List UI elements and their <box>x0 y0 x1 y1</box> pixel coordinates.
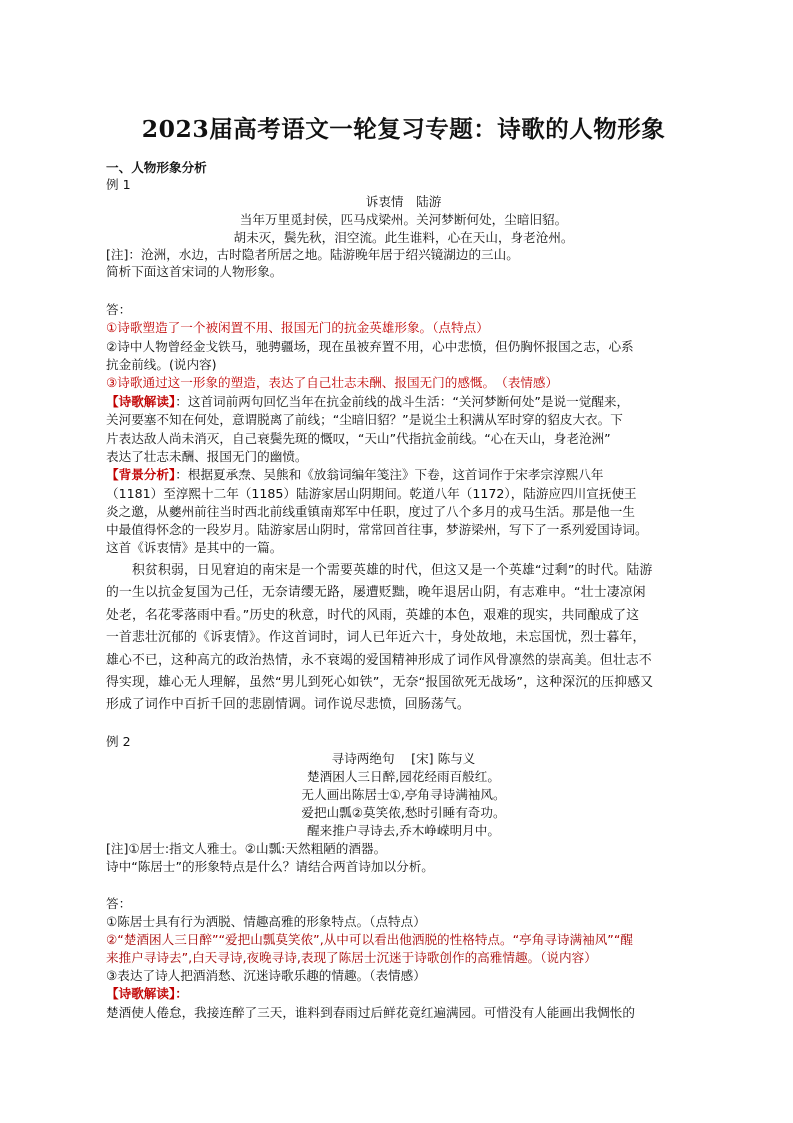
answer-1-line: 抗金前线。(说内容) <box>106 357 217 372</box>
background-1-label: 【背景分析】 <box>106 467 176 482</box>
poem-1-line: 当年万里觅封侯，匹马戍梁州。关河梦断何处，尘暗旧貂。 <box>239 212 568 227</box>
answer-2-line: ①陈居士具有行为洒脱、情趣高雅的形象特点。（点特点） <box>106 914 426 929</box>
question-1: 简析下面这首宋词的人物形象。 <box>106 264 283 279</box>
answer-1-label: 答： <box>106 302 132 317</box>
interp-1-line: 表达了壮志未酬、报国无门的幽愤。 <box>106 449 308 464</box>
section-heading: 一、人物形象分析 <box>106 160 207 175</box>
answer-2-line: ③表达了诗人把酒消愁、沉迷诗歌乐趣的情趣。（表情感） <box>106 968 426 983</box>
answer-1-line: ②诗中人物曾经金戈铁马，驰骋疆场，现在虽被弃置不用，心中悲愤，但仍胸怀报国之志，心系 <box>106 339 634 354</box>
page-title: 2023届高考语文一轮复习专题：诗歌的人物形象 <box>141 115 666 143</box>
interp-1-line: 【诗歌解读】：这首词前两句回忆当年在抗金前线的战斗生活：“关河梦断何处”是说一觉醒来， <box>106 394 630 409</box>
poem-2-line: 无人画出陈居士①,亭角寻诗满袖风。 <box>301 787 506 802</box>
poem-2-line: 醒来推户寻诗去,乔木峥嵘明月中。 <box>307 823 500 838</box>
example-1-label: 例 1 <box>106 177 131 192</box>
commentary-line: 得实现，雄心无人理解，虽然“男儿到死心如铁”，无奈“报国欲死无战场”，这种深沉的压抑感又 <box>106 675 654 690</box>
poem-2-line: 楚酒困人三日醉,园花经雨百般红。 <box>307 769 500 784</box>
background-1-line: 【背景分析】：根据夏承焘、吴熊和《放翁词编年笺注》下卷，这首词作于宋孝宗淳熙八年 <box>106 467 604 482</box>
interp-1-label: 【诗歌解读】 <box>106 394 176 409</box>
background-1-line: 炎之邀，从夔州前往当时西北前线重镇南郑军中任职，度过了八个多月的戎马生活。那是他一生 <box>106 504 635 519</box>
commentary-line: 的一生以抗金复国为己任，无奈请缨无路，屡遭贬黜，晚年退居山阴，有志难申。“壮士凄凉闲 <box>106 585 646 600</box>
question-2: 诗中“陈居士”的形象特点是什么？请结合两首诗加以分析。 <box>106 859 434 874</box>
interp-1-line: 关河要塞不知在何处，意谓脱离了前线；“尘暗旧貂？”是说尘土积满从军时穿的貂皮大衣。下 <box>106 412 623 427</box>
poem-1-title: 诉衷情 陆游 <box>365 194 442 209</box>
commentary-line: 积贫积弱，日见窘迫的南宋是一个需要英雄的时代，但这又是一个英雄“过剩”的时代。陆游 <box>132 563 653 578</box>
answer-1-line: ①诗歌塑造了一个被闲置不用、报国无门的抗金英雄形象。（点特点） <box>106 320 489 335</box>
interp-2-label: 【诗歌解读】： <box>106 986 188 1001</box>
background-1-line: 这首《诉衷情》是其中的一篇。 <box>106 540 283 555</box>
interp-1-line: 片表达敌人尚未消灭，自己衰鬓先斑的慨叹，“天山”代指抗金前线。“心在天山，身老沧洲” <box>106 431 611 446</box>
poem-2-line: 爱把山瓢②莫笑侬,愁时引睡有奇功。 <box>301 805 506 820</box>
interp-2-line: 楚酒使人倦怠，我接连醉了三天，谁料到春雨过后鲜花竟红遍满园。可惜没有人能画出我惆怅的 <box>106 1005 635 1020</box>
commentary-line: 处老，名花零落雨中看。”历史的秋意，时代的风雨，英雄的本色，艰难的现实，共同酿成了这 <box>106 608 640 623</box>
example-2-label: 例 2 <box>106 734 131 749</box>
poem-2-title: 寻诗两绝句 [宋] 陈与义 <box>331 751 476 766</box>
poem-1-line: 胡未灭，鬓先秋，泪空流。此生谁料，心在天山，身老沧州。 <box>233 230 574 245</box>
commentary-line: 雄心不已，这种高亢的政治热情，永不衰竭的爱国精神形成了词作风骨凛然的崇高美。但壮志不 <box>106 653 652 668</box>
background-1-line: 中最值得怀念的一段岁月。陆游家居山阴时，常常回首往事，梦游梁州，写下了一系列爱国诗词。 <box>106 522 648 537</box>
answer-1-line: ③诗歌通过这一形象的塑造，表达了自己壮志未酬、报国无门的感慨。 （表情感） <box>106 375 559 390</box>
answer-2-label: 答： <box>106 896 132 911</box>
commentary-line: 一首悲壮沉郁的《诉衷情》。作这首词时，词人已年近六十，身处故地，未忘国忧，烈士暮年， <box>106 630 646 645</box>
answer-2-line: 来推户寻诗去”,白天寻诗,夜晚寻诗,表现了陈居士沉迷于诗歌创作的高雅情趣。（说内容） <box>106 950 597 965</box>
background-1-line: （1181）至淳熙十二年（1185）陆游家居山阴期间。乾道八年（1172），陆游应四川宣抚使王 <box>106 486 637 501</box>
poem-2-note: [注]①居士:指文人雅士。②山瓢:天然粗陋的酒器。 <box>106 841 387 856</box>
poem-1-note: [注]：沧洲，水边，古时隐者所居之地。陆游晚年居于绍兴镜湖边的三山。 <box>106 247 519 262</box>
answer-2-line: ②“楚酒困人三日醉”“爱把山瓢莫笑侬”,从中可以看出他洒脱的性格特点。“亭角寻诗满袖风”“醒 <box>106 932 633 947</box>
commentary-line: 形成了词作中百折千回的悲剧情调。词作说尽悲愤，回肠荡气。 <box>106 697 470 712</box>
